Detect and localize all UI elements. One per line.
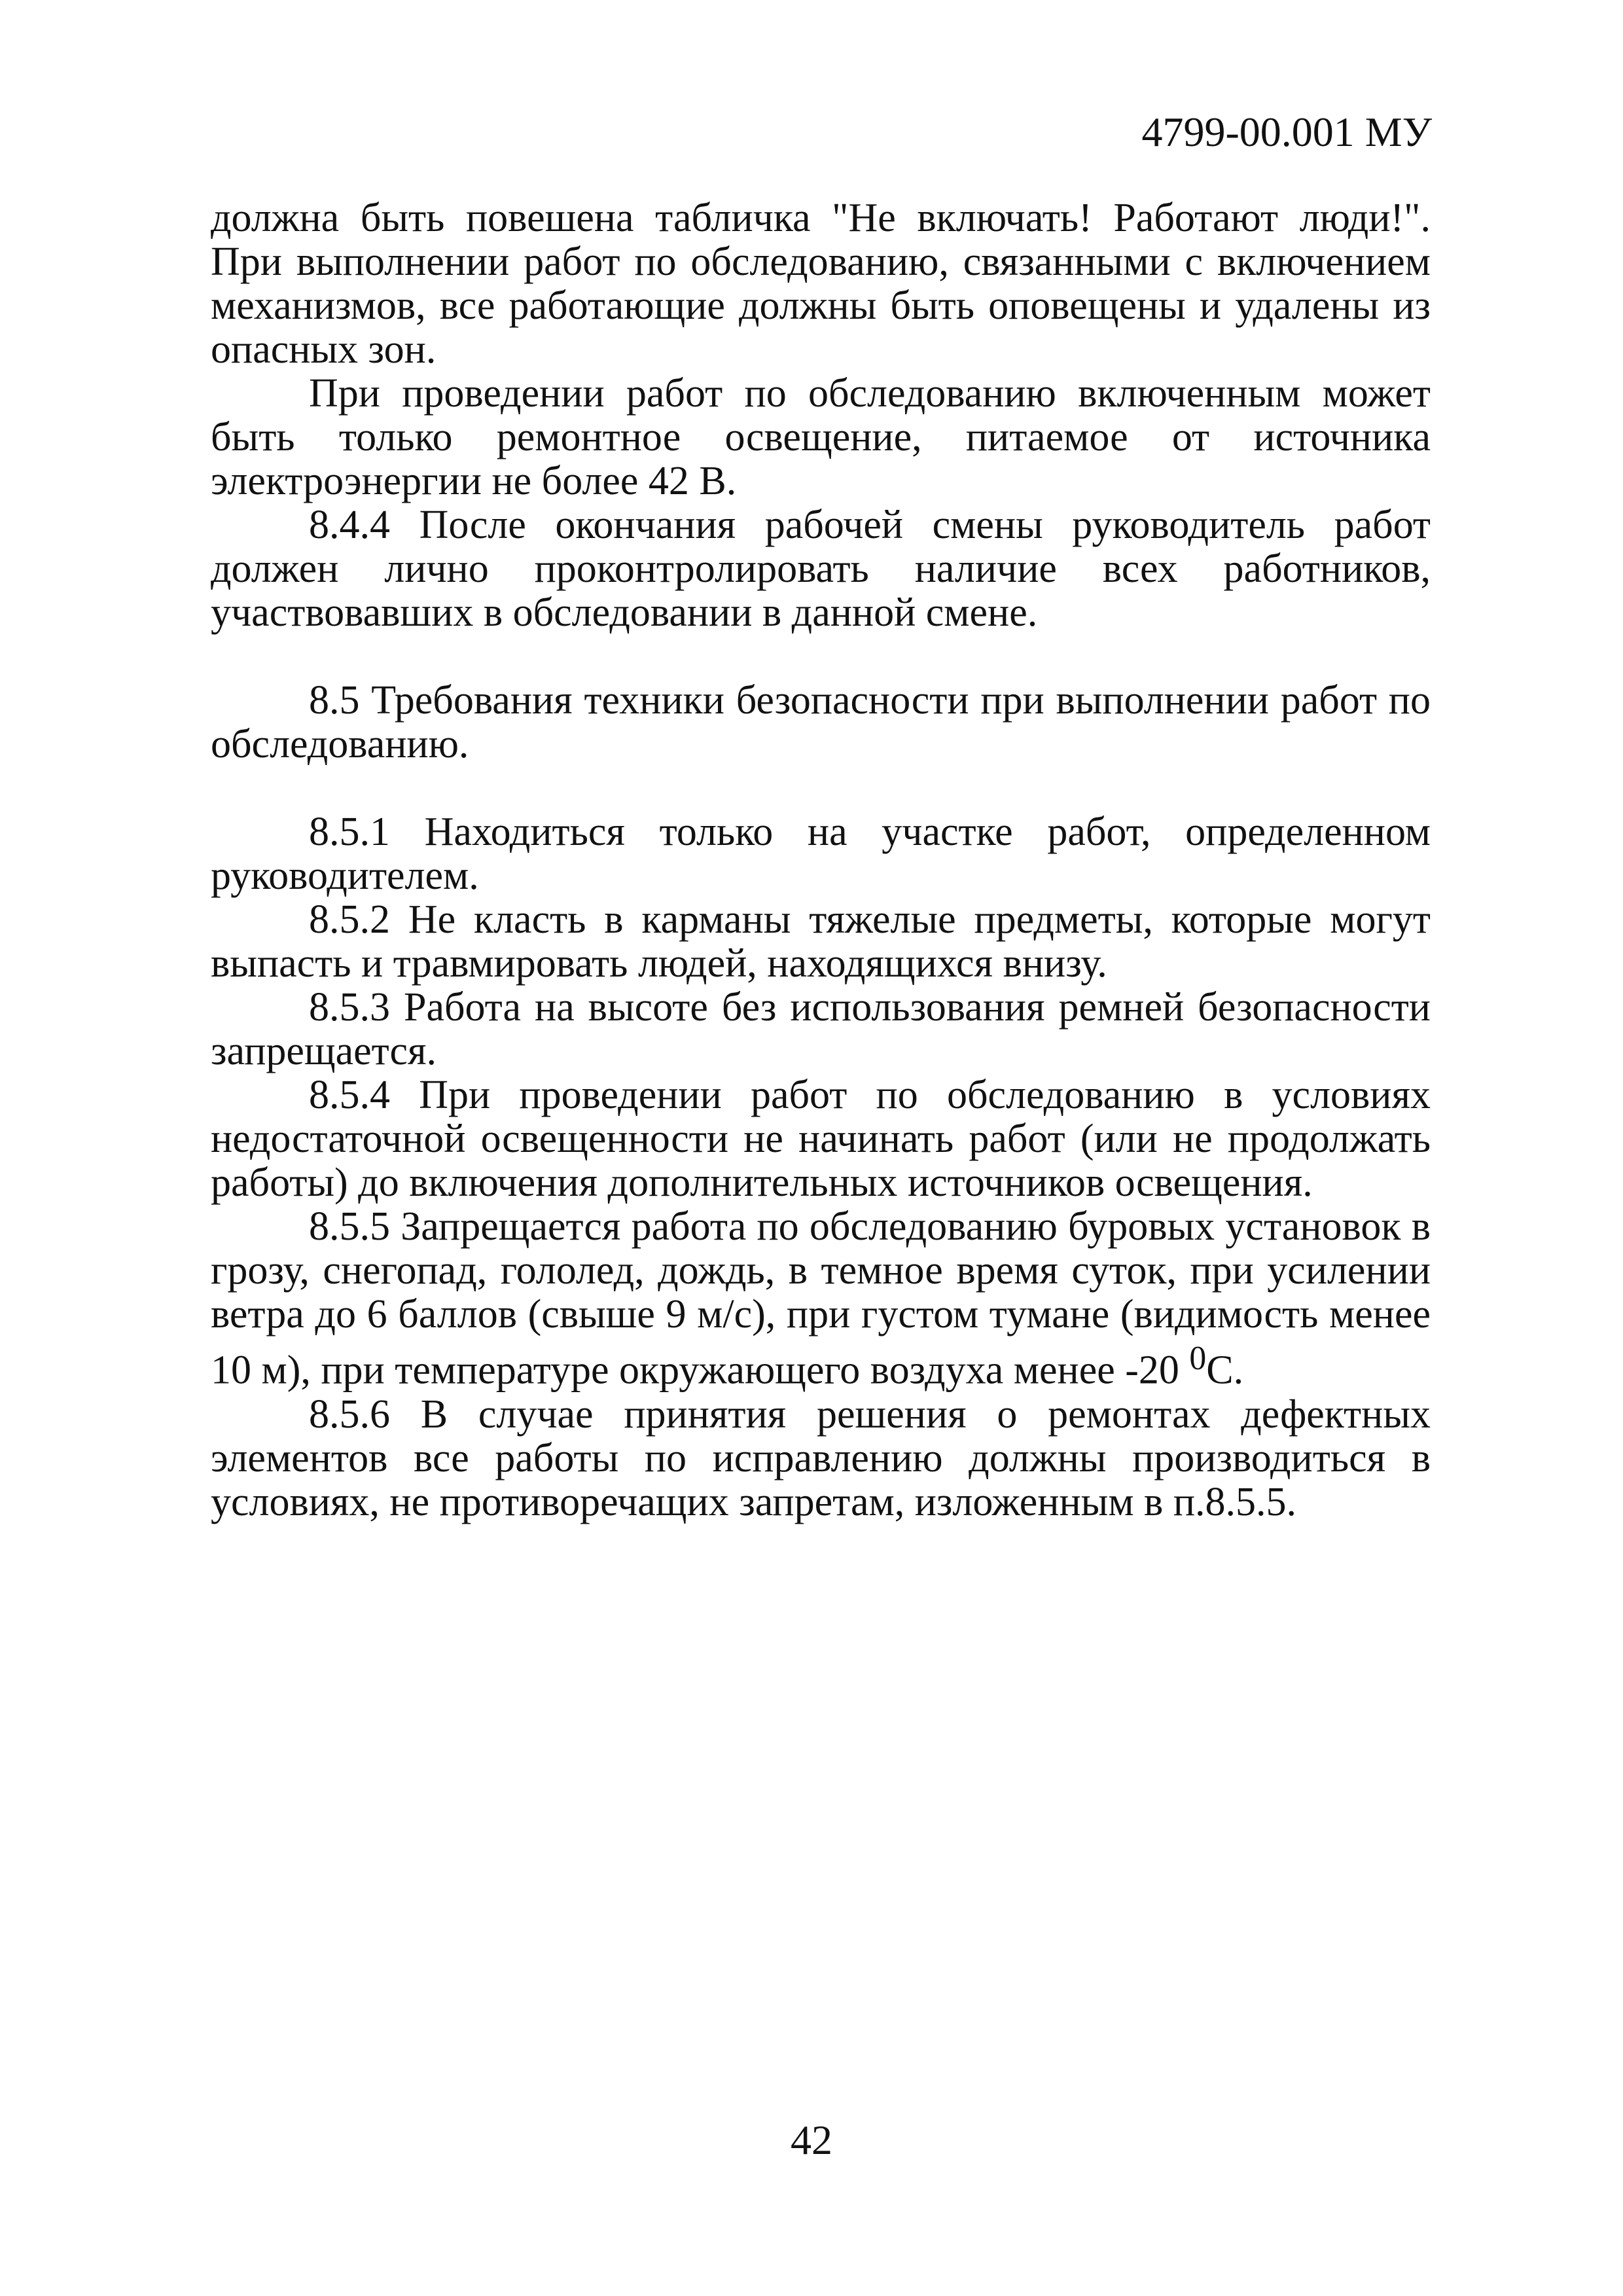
paragraph-8-4-4: 8.4.4 После окончания рабочей смены руководитель работ должен лично проконтролировать наличие всех работников, участвовавших в обследовании в данной смене. (211, 503, 1431, 635)
page-number: 42 (791, 2117, 832, 2163)
paragraph-8-5-5-text: 8.5.5 Запрещается работа по обследованию буровых установок в грозу, снегопад, гололед, дождь, в темное время суток, при усилении ветра до 6 баллов (свыше 9 м/с), при густом тумане (видимость менее 10 м), при температуре окружающего воздуха менее -20 (211, 1204, 1431, 1393)
paragraph-8-5-5-unit: С. (1206, 1348, 1244, 1393)
paragraph-8-5-5 (211, 1205, 1431, 1393)
paragraph-lighting: При проведении работ по обследованию включенным может быть только ремонтное освещение, питаемое от источника электроэнергии не более 42 В. (211, 371, 1431, 503)
paragraph-8-5-2: 8.5.2 Не класть в карманы тяжелые предметы, которые могут выпасть и травмировать людей, находящихся внизу. (211, 897, 1431, 986)
body-text (211, 196, 1431, 1524)
paragraph-8-5-6: 8.5.6 В случае принятия решения о ремонтах дефектных элементов все работы по исправлению должны производиться в условиях, не противоречащих запретам, изложенным в п.8.5.5. (211, 1391, 1431, 1524)
paragraph-8-5-3: 8.5.3 Работа на высоте без использования ремней безопасности запрещается. (211, 985, 1431, 1073)
paragraph-continuation: должна быть повешена табличка "Не включать! Работают люди!". При выполнении работ по обследованию, связанными с включением механизмов, все работающие должны быть оповещены и удалены из опасных зон. (211, 196, 1431, 372)
degree-superscript: 0 (1189, 1340, 1207, 1377)
paragraph-8-5-4: 8.5.4 При проведении работ по обследованию в условиях недостаточной освещенности не начинать работ (или не продолжать работы) до включения дополнительных источников освещения. (211, 1073, 1431, 1205)
document-code: 4799-00.001 МУ (1141, 109, 1432, 155)
section-heading-8-5: 8.5 Требования техники безопасности при выполнении работ по обследованию. (211, 678, 1431, 766)
paragraph-8-5-1: 8.5.1 Находиться только на участке работ, определенном руководителем. (211, 810, 1431, 898)
